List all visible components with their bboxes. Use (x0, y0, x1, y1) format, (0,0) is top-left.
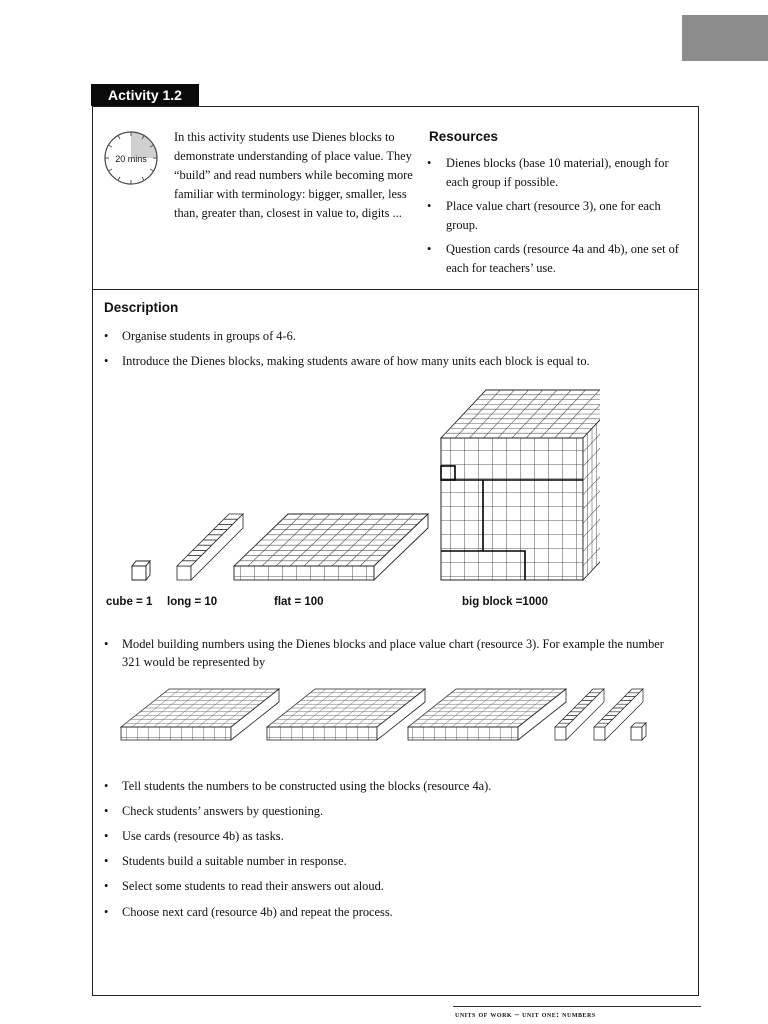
example-flat (121, 689, 279, 740)
description-heading: Description (104, 300, 179, 315)
description-list-bottom (104, 777, 684, 921)
resources-heading: Resources (429, 129, 499, 144)
activity-label: Activity 1.2 (91, 84, 199, 106)
description-item: • Introduce the Dienes blocks, making students aware of how many units each block is equal to. (104, 354, 590, 368)
example-flat (267, 689, 425, 740)
caption-flat: flat = 100 (274, 596, 324, 608)
flat-block (234, 514, 428, 580)
footer-rule (453, 1006, 701, 1007)
description-item: • Choose next card (resource 4b) and repeat the process. (104, 905, 393, 919)
resource-item: • Dienes blocks (base 10 material), enough for each group if possible. (427, 156, 669, 189)
example-cube (631, 723, 646, 740)
description-item: • Use cards (resource 4b) as tasks. (104, 829, 284, 843)
long-rod (177, 514, 243, 580)
big-block (441, 390, 600, 580)
dienes-blocks-illustration (100, 380, 600, 585)
corner-tab (682, 15, 768, 61)
example-321-illustration (115, 685, 655, 745)
caption-cube: cube = 1 (106, 596, 153, 608)
example-flat (408, 689, 566, 740)
description-item: • Organise students in groups of 4-6. (104, 329, 296, 343)
description-item: • Check students’ answers by questioning. (104, 804, 324, 818)
timer-label: 20 mins (115, 154, 147, 164)
caption-long: long = 10 (167, 596, 218, 608)
description-item: • Model building numbers using the Dienes blocks and place value chart (resource 3). For example the number 321 would be represented by (104, 637, 664, 669)
caption-big-block: big block =1000 (462, 596, 548, 608)
resources-list (427, 154, 687, 283)
description-list-top (104, 327, 684, 370)
description-item: • Select some students to read their answers out aloud. (104, 879, 384, 893)
intro-text: In this activity students use Dienes blocks to demonstrate understanding of place value. They “build” and read numbers while becoming more familiar with terminology: bigger, smaller, less than, greater than, closest in value to, digits ... (174, 130, 413, 220)
description-item: • Tell students the numbers to be constructed using the blocks (resource 4a). (104, 779, 492, 793)
unit-cube (132, 561, 150, 580)
description-item: • Students build a suitable number in response. (104, 854, 347, 868)
description-model-list (104, 635, 684, 671)
resource-item: • Question cards (resource 4a and 4b), one set of each for teachers’ use. (427, 242, 679, 275)
box-divider (92, 289, 699, 290)
footer-text: units of work – unit one: numbers (455, 1009, 596, 1019)
timer-clock-icon (103, 130, 159, 186)
resource-item: • Place value chart (resource 3), one for each group. (427, 199, 661, 232)
